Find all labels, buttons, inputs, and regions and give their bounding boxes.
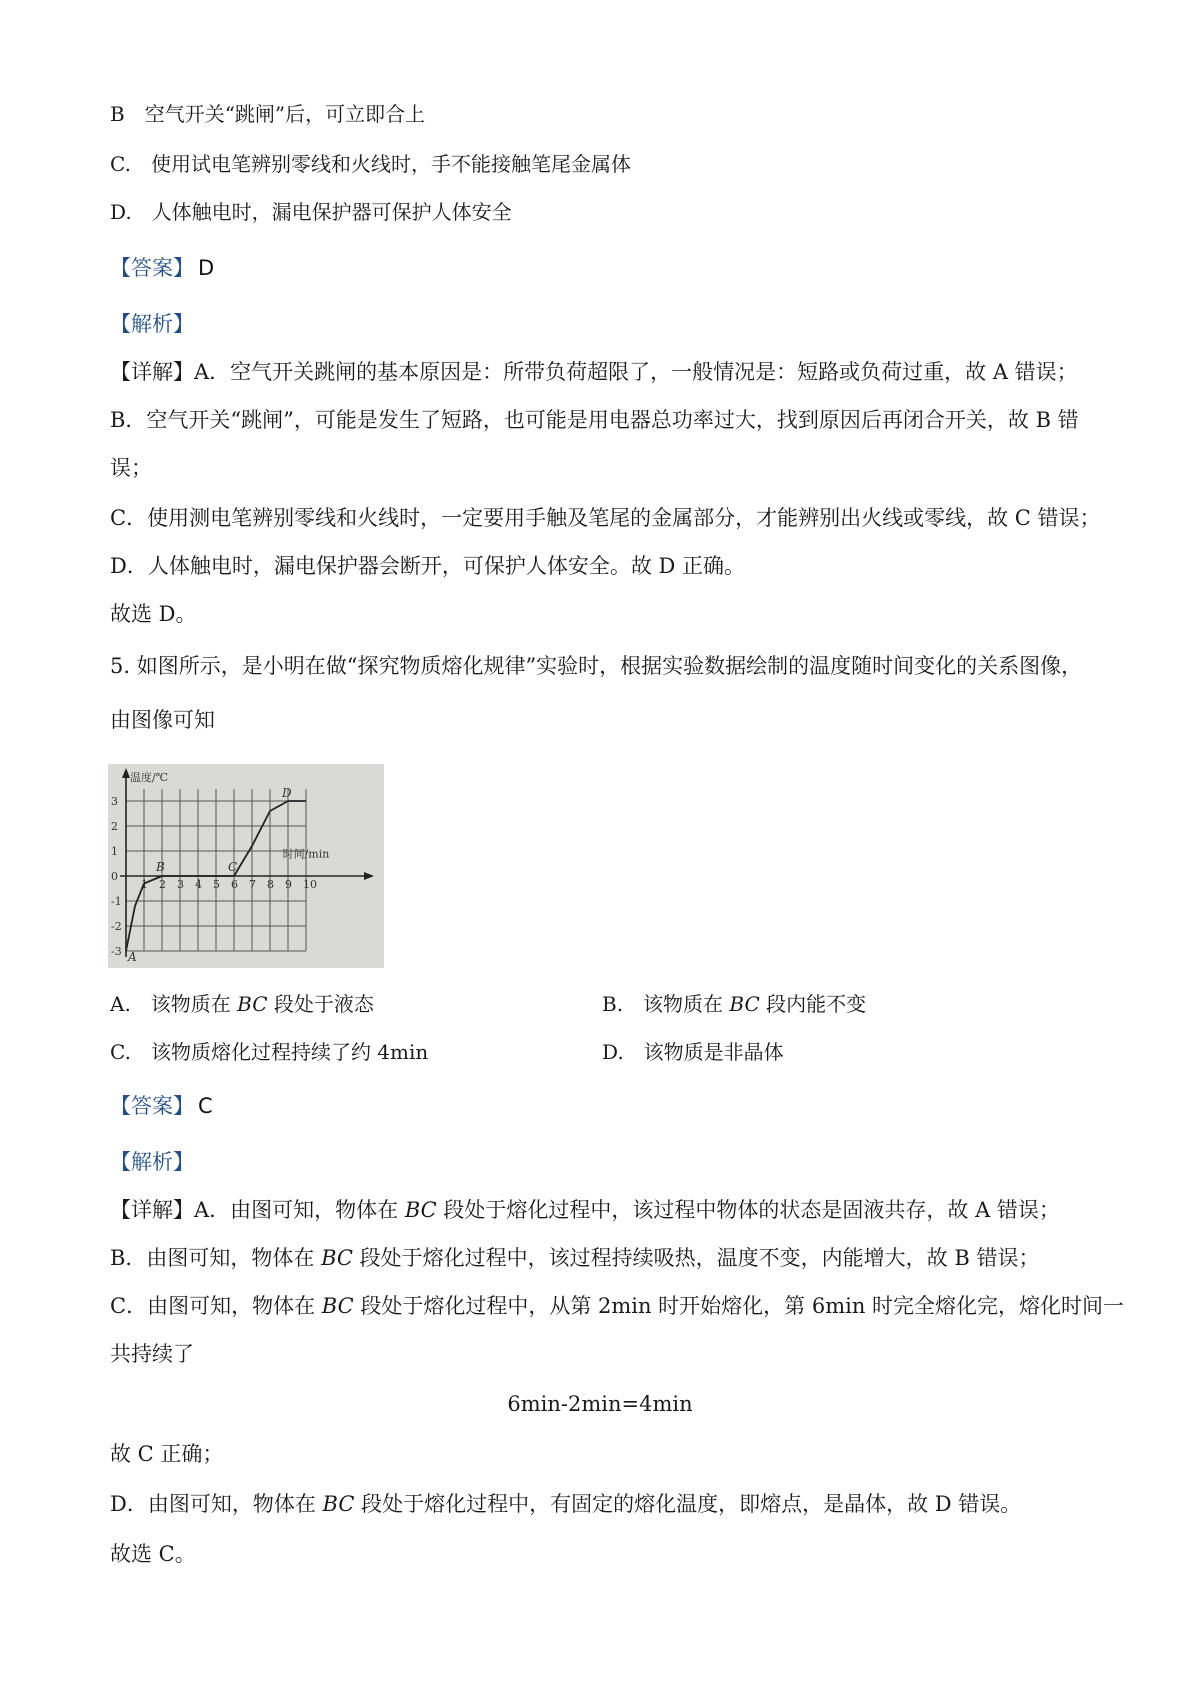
q5-detail-c [110,1292,1124,1320]
q5-option-d: D. 该物质是非晶体 [602,1040,784,1064]
x-axis-arrow [364,872,374,880]
x-tick-label: 4 [195,878,202,891]
detail-text: D．由图可知，物体在 [110,1492,323,1516]
y-axis-label: 温度/℃ [130,771,169,784]
melting-curve-chart [108,764,384,968]
q5-option-b [602,990,866,1018]
y-tick-label: 3 [111,795,118,808]
q5-option-c: C. 该物质熔化过程持续了约 4min [110,1040,429,1064]
q4-analysis-tag: 【解析】 [110,312,194,336]
q5-stem: 5. 如图所示，是小明在做“探究物质熔化规律”实验时，根据实验数据绘制的温度随时间变化的关系图像， [110,654,1083,678]
segment-label: BC [321,1294,354,1318]
answer-tag: 【答案】 [110,256,194,280]
q5-detail-a [110,1196,1060,1224]
x-tick-label: 1 [141,878,148,891]
q5-option-a [110,990,374,1018]
q5-detail-c-cont: 共持续了 [110,1342,194,1366]
segment-label: BC [404,1198,437,1222]
detail-text: 段处于熔化过程中，从第 2min 时开始熔化，第 6min 时完全熔化完，熔化时间一 [353,1294,1125,1318]
q4-option-b: B 空气开关“跳闸”后，可立即合上 [110,102,426,126]
segment-label: BC [321,1246,353,1270]
q4-detail-b: B．空气开关“跳闸”，可能是发生了短路，也可能是用电器总功率过大，找到原因后再闭合开关，故 B 错 [110,408,1079,432]
q5-answer-line [110,1092,213,1120]
option-text: B. 该物质在 [602,992,730,1016]
q5-equation: 6min-2min=4min [507,1392,693,1416]
detail-text: 段处于熔化过程中，该过程中物体的状态是固液共存，故 A 错误； [436,1198,1060,1222]
q5-conclusion: 故选 C。 [110,1542,196,1566]
option-text: A. 该物质在 [110,992,238,1016]
answer-value: D [198,256,215,280]
point-label-d: D [282,786,292,800]
x-tick-label: 8 [267,878,274,891]
answer-value: C [198,1094,213,1118]
q4-option-c: C. 使用试电笔辨别零线和火线时，手不能接触笔尾金属体 [110,152,631,176]
q4-option-d: D. 人体触电时，漏电保护器可保护人体安全 [110,200,512,224]
q5-detail-b [110,1244,1039,1272]
x-tick-label: 5 [213,878,220,891]
point-label-a: A [128,950,137,964]
segment-label: BC [729,992,760,1016]
q5-stem-cont: 由图像可知 [110,708,215,732]
detail-text: 段处于熔化过程中，该过程持续吸热，温度不变，内能增大，故 B 错误； [353,1246,1040,1270]
x-tick-label: 10 [303,878,317,891]
segment-label: BC [322,1492,355,1516]
q4-detail-c: C．使用测电笔辨别零线和火线时，一定要用手触及笔尾的金属部分，才能辨别出火线或零线，故 C 错误； [110,506,1101,530]
detail-text: 【详解】A．由图可知，物体在 [110,1198,405,1222]
y-tick-label: 1 [111,845,118,858]
y-tick-label: -2 [111,920,122,933]
point-label-c: C [228,860,238,874]
y-tick-label: 0 [111,870,118,883]
chart-svg [108,764,384,968]
option-text: 段内能不变 [759,992,867,1016]
option-text: 段处于液态 [267,992,374,1016]
q4-detail-d: D．人体触电时，漏电保护器会断开，可保护人体安全。故 D 正确。 [110,554,746,578]
q4-conclusion: 故选 D。 [110,602,197,626]
x-tick-label: 9 [285,878,292,891]
y-axis-arrow [122,768,130,778]
x-tick-label: 6 [231,878,238,891]
q5-analysis-tag: 【解析】 [110,1150,194,1174]
x-tick-label: 2 [159,878,166,891]
x-tick-label: 3 [177,878,184,891]
y-tick-label: -1 [111,895,122,908]
q5-detail-c-result: 故 C 正确； [110,1442,224,1466]
y-tick-label: -3 [111,945,122,958]
q4-detail-b-cont: 误； [110,456,152,480]
q5-detail-d [110,1490,1021,1518]
answer-tag: 【答案】 [110,1094,194,1118]
x-tick-label: 7 [249,878,256,891]
segment-label: BC [237,992,268,1016]
point-label-b: B [156,860,165,874]
detail-text: B．由图可知，物体在 [110,1246,322,1270]
y-tick-label: 2 [111,820,118,833]
q4-detail-a: 【详解】A．空气开关跳闸的基本原因是：所带负荷超限了，一般情况是：短路或负荷过重，故 A 错误； [110,360,1078,384]
x-axis-label: 时间/min [282,847,330,861]
detail-text: C．由图可知，物体在 [110,1294,322,1318]
detail-text: 段处于熔化过程中，有固定的熔化温度，即熔点，是晶体，故 D 错误。 [354,1492,1022,1516]
q4-answer-line [110,254,214,282]
